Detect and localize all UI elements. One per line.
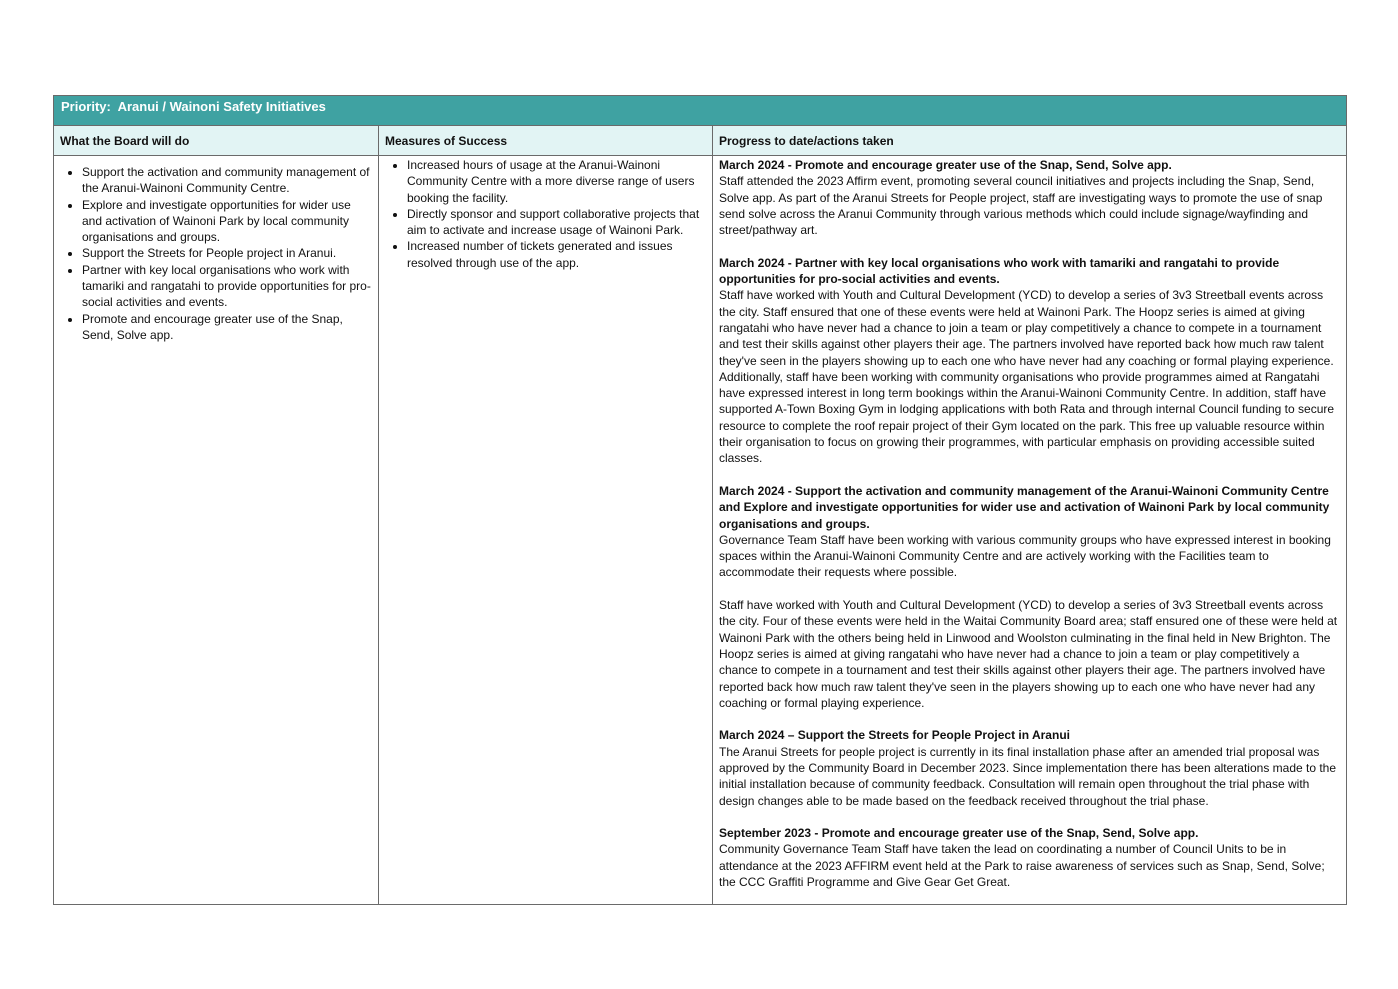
- progress-entry-title: September 2023 - Promote and encourage greater use of the Snap, Send, Solve app.: [719, 826, 1199, 841]
- measures-list: [379, 156, 712, 271]
- measure-item: • Increased number of tickets generated and issues resolved through use of the app.: [407, 238, 706, 271]
- progress-entry-text: Staff have worked with Youth and Cultural Development (YCD) to develop a series of 3v3 Streetball events across the city. Staff ensured that one of these events were held at Wainoni Park. The Hoopz series is aimed at giving rangatahi who have never had a chance to join a team or play competitively a chance to compete in a tournament and test their skills against other players their age. The partners involved have reported back how much raw talent they've seen in the players showing up to each one who have never had any coaching or formal playing experience. Additionally, staff have been working with community organisations who provide programmes aimed at Rangatahi have expressed interest in long term bookings within the Aranui-Wainoni Community Centre. In addition, staff have supported A-Town Boxing Gym in lodging applications with both Rata and through internal Council funding to secure resource to complete the roof repair project of their Gym located on the park. This free up valuable resource within their organisation to focus on growing their programmes, with particular emphasis on providing accessible suited classes.: [719, 288, 1335, 466]
- progress-entry: [719, 255, 1340, 467]
- board-list: [54, 156, 378, 343]
- measure-item: • Directly sponsor and support collaborative projects that aim to activate and increase usage of Wainoni Park.: [407, 206, 706, 239]
- progress-entry-text: Community Governance Team Staff have taken the lead on coordinating a number of Council Units to be in attendance at the 2023 AFFIRM event held at the Park to raise awareness of services such as Snap, Send, Solve; the CCC Graffiti Programme and Give Gear Get Great.: [719, 842, 1325, 890]
- board-item: • Explore and investigate opportunities for wider use and activation of Wainoni Park by local community organisations and groups.: [82, 197, 372, 246]
- header-progress: Progress to date/actions taken: [719, 134, 894, 148]
- header-measures: Measures of Success: [379, 126, 713, 155]
- measures-column: [379, 156, 713, 904]
- table-body-row: [54, 156, 1346, 904]
- priority-table: [53, 95, 1347, 905]
- priority-banner: [54, 96, 1346, 126]
- table-header-row: [54, 126, 1346, 156]
- progress-entry-title: March 2024 – Support the Streets for People Project in Aranui: [719, 728, 1070, 743]
- progress-entry: [719, 483, 1340, 711]
- board-column: [54, 156, 379, 904]
- progress-entry: [719, 157, 1340, 238]
- header-board: What the Board will do: [54, 126, 379, 155]
- progress-entry-title: March 2024 - Support the activation and community management of the Aranui-Wainoni Community Centre and Explore and investigate opportunities for wider use and activation of Wainoni Park by local community organisations and groups.: [719, 483, 1330, 531]
- progress-entry: [719, 727, 1340, 808]
- progress-entry-text: Staff attended the 2023 Affirm event, promoting several council initiatives and projects including the Snap, Send, Solve app. As part of the Aranui Streets for People project, staff are investigating ways to promote the use of snap send solve across the Aranui Community through various methods which could include signage/wayfinding and street/pathway art.: [719, 174, 1323, 238]
- priority-title: Aranui / Wainoni Safety Initiatives: [117, 99, 326, 114]
- progress-entry-text: Governance Team Staff have been working with various community groups who have expressed interest in booking spaces within the Aranui-Wainoni Community Centre and are actively working with the Facilities team to accommodate their requests where possible.: [719, 532, 1331, 580]
- board-item: • Partner with key local organisations who work with tamariki and rangatahi to provide opportunities for pro-social activities and events.: [82, 262, 372, 311]
- board-item: • Support the activation and community management of the Aranui-Wainoni Community Centre.: [82, 164, 372, 197]
- progress-entry-text: The Aranui Streets for people project is currently in its final installation phase after an amended trial proposal was approved by the Community Board in December 2023. Since implementation there has been alterations made to the initial installation because of community feedback. Consultation will remain open throughout the trial phase with design changes able to be made based on the feedback received throughout the trial phase.: [719, 744, 1337, 808]
- measure-item: • Increased hours of usage at the Aranui-Wainoni Community Centre with a more diverse range of users booking the facility.: [407, 157, 706, 206]
- progress-entry-title: March 2024 - Partner with key local organisations who work with tamariki and rangatahi to provide opportunities for pro-social activities and events.: [719, 255, 1280, 287]
- progress-entry-text: Staff have worked with Youth and Cultural Development (YCD) to develop a series of 3v3 Streetball events across the city. Four of these events were held in the Waitai Community Board area; staff ensured one of these were held at Wainoni Park with the others being held in Linwood and Woolston culminating in the final held in New Brighton. The Hoopz series is aimed at giving rangatahi who have never had a chance to join a team or play competitively a chance to compete in a tournament and test their skills against other players their age. The partners involved have reported back how much raw talent they've seen in the players showing up to each one who have never had any coaching or formal playing experience.: [719, 598, 1338, 710]
- progress-column: [713, 156, 1346, 904]
- progress-entry-title: March 2024 - Promote and encourage greater use of the Snap, Send, Solve app.: [719, 158, 1172, 172]
- board-item: • Promote and encourage greater use of the Snap, Send, Solve app.: [82, 311, 372, 344]
- progress-entry: [719, 825, 1340, 890]
- priority-label: Priority:: [61, 99, 111, 114]
- board-item: • Support the Streets for People project in Aranui.: [82, 245, 372, 261]
